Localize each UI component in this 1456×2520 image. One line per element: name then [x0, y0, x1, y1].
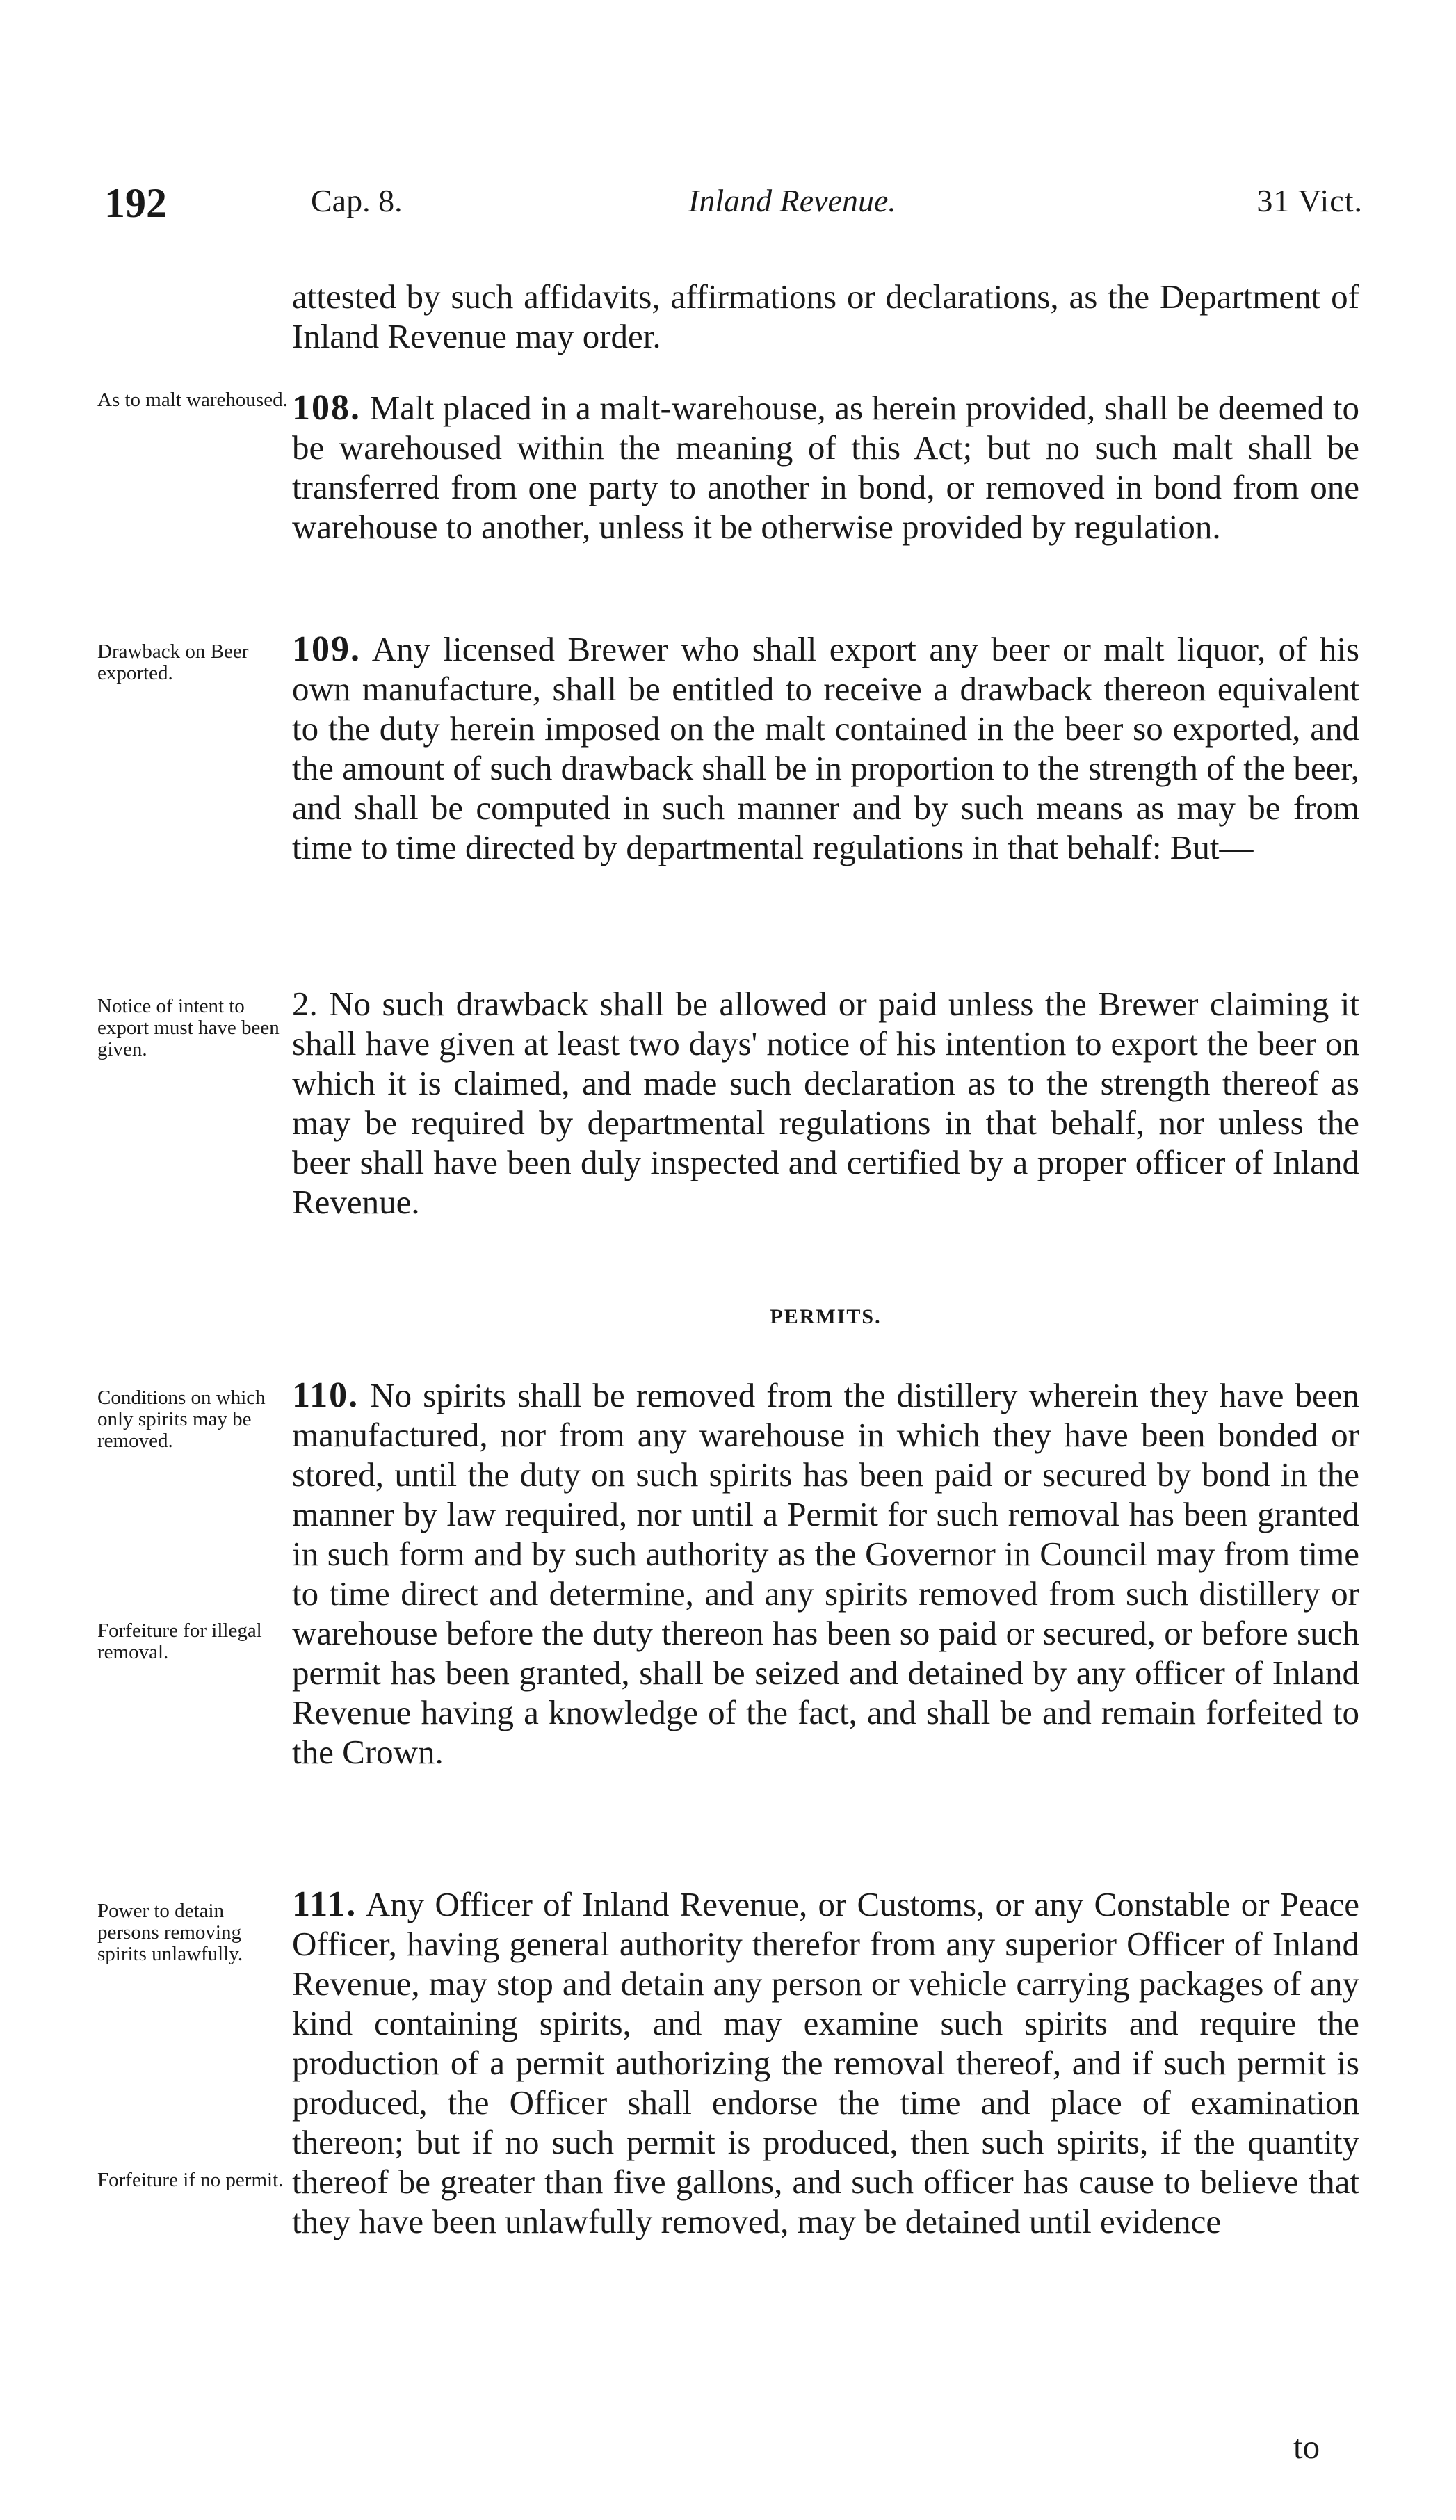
section-number: 108.	[292, 388, 361, 428]
margin-note-malt: As to malt warehoused.	[97, 389, 288, 411]
continuation-text: attested by such affidavits, affirmations or declarations, as the Department of Inland Revenue may order.	[292, 277, 1359, 355]
section-text: No spirits shall be removed from the distillery wherein they have been manufactured, nor from any warehouse in which they have been bonded or stored, until the duty on such spirits has been paid or secured by bond in the manner by law required, nor until a Permit for such removal has been granted in such form and by such authority as the Governor in Council may from time to time direct and determine, and any spirits removed from such distillery or warehouse before the duty thereon has been so paid or secured, or before such permit has been granted, shall be seized and detained by any officer of Inland Revenue having a knowledge of the fact, and shall be and remain forfeited to the Crown.	[292, 1376, 1360, 1771]
section-109	[292, 629, 1359, 867]
heading-permits: PERMITS.	[770, 1305, 882, 1328]
chapter-label: Cap. 8.	[311, 183, 403, 218]
section-108	[292, 388, 1359, 547]
regnal-year: 31 Vict.	[1256, 183, 1363, 218]
margin-note-forfeiture-removal: Forfeiture for illegal removal.	[97, 1620, 262, 1663]
margin-note-forfeiture-no-permit: Forfeiture if no permit.	[97, 2169, 284, 2191]
margin-note-drawback: Drawback on Beer exported.	[97, 640, 249, 684]
section-number: 111.	[292, 1884, 357, 1924]
section-110	[292, 1375, 1359, 1772]
page-number: 192	[104, 180, 167, 226]
running-header	[104, 182, 1363, 245]
margin-note-conditions: Conditions on which only spirits may be removed.	[97, 1387, 266, 1452]
margin-note-notice: Notice of intent to export must have been given.	[97, 995, 280, 1060]
catchword: to	[1293, 2428, 1320, 2466]
section-number: 110.	[292, 1375, 359, 1415]
section-text: 2. No such drawback shall be allowed or paid unless the Brewer claiming it shall have given at least two days' notice of his intention to export the beer on which it is claimed, and made such declaration as to the strength thereof as may be required by departmental regulations in that behalf, nor unless the beer shall have been duly inspected and certified by a proper officer of Inland Revenue.	[292, 985, 1359, 1221]
section-text: Malt placed in a malt-warehouse, as herein provided, shall be deemed to be warehoused within the meaning of this Act; but no such malt shall be transferred from one party to another in bond, or removed in bond from one warehouse to another, unless it be otherwise provided by regulation.	[292, 389, 1359, 546]
margin-note-power-detain: Power to detain persons removing spirits unlawfully.	[97, 1900, 243, 1965]
section-109-subsection-2	[292, 984, 1359, 1222]
section-number: 109.	[292, 629, 361, 669]
section-text: Any Officer of Inland Revenue, or Customs, or any Constable or Peace Officer, having general authority therefor from any superior Officer of Inland Revenue, may stop and detain any person or vehicle carrying packages of any kind containing spirits, and may examine such spirits and require the production of a permit authorizing the removal thereof, and if such permit is produced, the Officer shall endorse the time and place of examination thereon; but if no such permit is produced, then such spirits, if the quantity thereof be greater than five gallons, and such officer has cause to believe that they have been unlawfully removed, may be detained until evidence	[292, 1885, 1359, 2240]
section-text: Any licensed Brewer who shall export any beer or malt liquor, of his own manufacture, shall be entitled to receive a drawback thereon equivalent to the duty herein imposed on the malt contained in the beer so exported, and the amount of such drawback shall be in proportion to the strength of the beer, and shall be computed in such manner and by such means as may be from time to time directed by departmental regulations in that behalf: But—	[292, 630, 1360, 866]
continuation-paragraph	[292, 277, 1359, 356]
section-111	[292, 1884, 1359, 2241]
running-title: Inland Revenue.	[688, 183, 896, 218]
